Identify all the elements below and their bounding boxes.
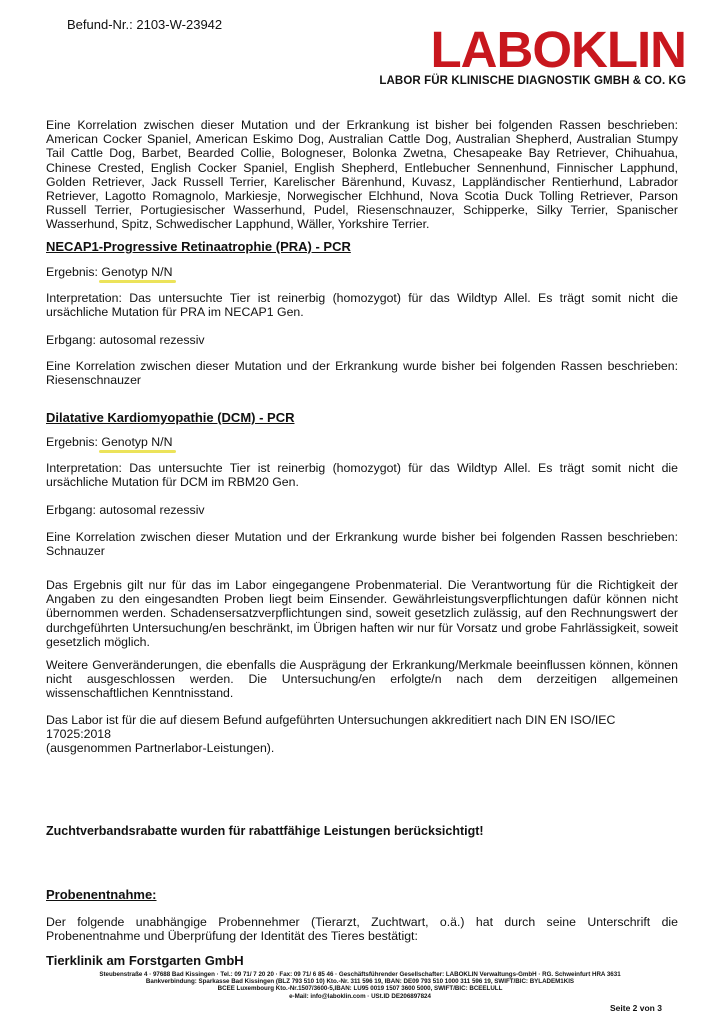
erbgang-dcm: Erbgang: autosomal rezessiv bbox=[46, 503, 205, 517]
disclaimer-gene-variants: Weitere Genveränderungen, die ebenfalls die Ausprägung der Erkrankung/Merkmale beeinflussen können, können nicht ausgeschlossen werden. Die Untersuchung/en erfolgte/n nach dem derzeitigen allgemeinen wissenschaftlichen Kenntnisstand. bbox=[46, 658, 678, 701]
footer-line: BCEE Luxembourg Kto.-Nr.1507/3600-5,IBAN: LU95 0019 1507 3600 5000, SWIFT/BIC: BCEELULL bbox=[217, 985, 503, 993]
section-heading-pra: NECAP1-Progressive Retinaatrophie (PRA) - PCR bbox=[46, 239, 351, 254]
laboklin-logo bbox=[356, 21, 686, 87]
interpretation-dcm: Interpretation: Das untersuchte Tier ist reinerbig (homozygot) für das Wildtyp Allel. Es trägt somit nicht die ursächliche Mutation für DCM im RBM20 Gen. bbox=[46, 461, 678, 490]
correlation-dcm: Eine Korrelation zwischen dieser Mutation und der Erkrankung wurde bisher bei folgenden Rassen beschrieben: Schnauzer bbox=[46, 530, 678, 559]
result-label: Ergebnis: bbox=[46, 435, 102, 449]
result-line-dcm bbox=[46, 435, 172, 449]
sampling-heading: Probenentnahme: bbox=[46, 887, 157, 902]
accreditation-note: (ausgenommen Partnerlabor-Leistungen). bbox=[46, 741, 275, 755]
disclaimer-responsibility: Das Ergebnis gilt nur für das im Labor eingegangene Probenmaterial. Die Verantwortung für die Richtigkeit der Angaben zu den eingesandten Proben liegt beim Einsender. Gewährleistungsverpflichtungen dafür können nicht übernommen werden. Schadensersatzverpflichtungen sind, soweit gesetzlich zulässig, auf den Rechnungswert der durchgeführten Untersuchung/en beschränkt, im Übrigen haften wir nur für Vorsatz und grobe Fahrlässigkeit, soweit gesetzlich möglich. bbox=[46, 578, 678, 649]
erbgang-pra: Erbgang: autosomal rezessiv bbox=[46, 333, 205, 347]
intro-paragraph: Eine Korrelation zwischen dieser Mutation und der Erkrankung ist bisher bei folgenden Rassen beschrieben: American Cocker Spaniel, American Eskimo Dog, Australian Cattle Dog, Australian Shepherd, Australian Stumpy Tail Cattle Dog, Barbet, Bearded Collie, Bologneser, Bolonka Zwetna, Chesapeake Bay Retriever, Chihuahua, Chinese Crested, English Cocker Spaniel, English Shepherd, Entlebucher Sennenhund, Finnischer Lapphund, Golden Retriever, Jack Russell Terrier, Karelischer Bärenhund, Kuvasz, Lappländischer Rentierhund, Labrador Retriever, Lagotto Romagnolo, Markiesje, Norwegischer Elchhund, Nova Scotia Duck Tolling Retriever, Parson Russell Terrier, Portugiesischer Wasserhund, Pudel, Riesenschnauzer, Schipperke, Silky Terrier, Spanischer Wasserhund, Spitz, Schwedischer Lapphund, Wäller, Yorkshire Terrier. bbox=[46, 118, 678, 232]
result-value: Genotyp N/N bbox=[101, 265, 172, 279]
disclaimer-accreditation: Das Labor ist für die auf diesem Befund aufgeführten Untersuchungen akkreditiert nach DIN EN ISO/IEC 17025:2018 bbox=[46, 713, 616, 742]
section-heading-dcm: Dilatative Kardiomyopathie (DCM) - PCR bbox=[46, 410, 295, 425]
discount-note: Zuchtverbandsrabatte wurden für rabattfähige Leistungen berücksichtigt! bbox=[46, 824, 484, 838]
footer-line: Bankverbindung: Sparkasse Bad Kissingen (BLZ 793 510 10) Kto.-Nr. 311 596 19, IBAN: DE09 793 510 1000 311 596 19, SWIFT/BIC: BYLADEM1KIS bbox=[145, 978, 575, 986]
footer-address bbox=[30, 971, 690, 1000]
logo-subtitle: LABOR FÜR KLINISCHE DIAGNOSTIK GMBH & CO. KG bbox=[379, 75, 686, 87]
sampling-text: Der folgende unabhängige Probennehmer (Tierarzt, Zuchtwart, o.ä.) hat durch seine Unterschrift die Probenentnahme und Überprüfung der Identität des Tieres bestätigt: bbox=[46, 915, 678, 944]
highlight-underline bbox=[99, 450, 176, 453]
page-number: Seite 2 von 3 bbox=[610, 1003, 662, 1013]
logo-wordmark: LABOKLIN bbox=[430, 21, 686, 78]
highlight-underline bbox=[99, 280, 176, 283]
footer-line: e-Mail: info@laboklin.com · USt.ID DE206897824 bbox=[289, 992, 431, 1000]
result-line-pra bbox=[46, 265, 172, 279]
interpretation-pra: Interpretation: Das untersuchte Tier ist reinerbig (homozygot) für das Wildtyp Allel. Es trägt somit nicht die ursächliche Mutation für PRA im NECAP1 Gen. bbox=[46, 291, 678, 320]
footer-line: Steubenstraße 4 · 97688 Bad Kissingen · Tel.: 09 71/ 7 20 20 · Fax: 09 71/ 6 85 46 · Geschäftsführender Gesellschafter: LABOKLIN Verwaltungs-GmbH · RG. Schweinfurt HRA 3631 bbox=[99, 971, 621, 978]
correlation-pra: Eine Korrelation zwischen dieser Mutation und der Erkrankung wurde bisher bei folgenden Rassen beschrieben: Riesenschnauzer bbox=[46, 359, 678, 388]
clinic-name: Tierklinik am Forstgarten GmbH bbox=[46, 953, 244, 968]
result-label: Ergebnis: bbox=[46, 265, 102, 279]
befund-number: Befund-Nr.: 2103-W-23942 bbox=[67, 17, 223, 32]
result-value: Genotyp N/N bbox=[101, 435, 172, 449]
